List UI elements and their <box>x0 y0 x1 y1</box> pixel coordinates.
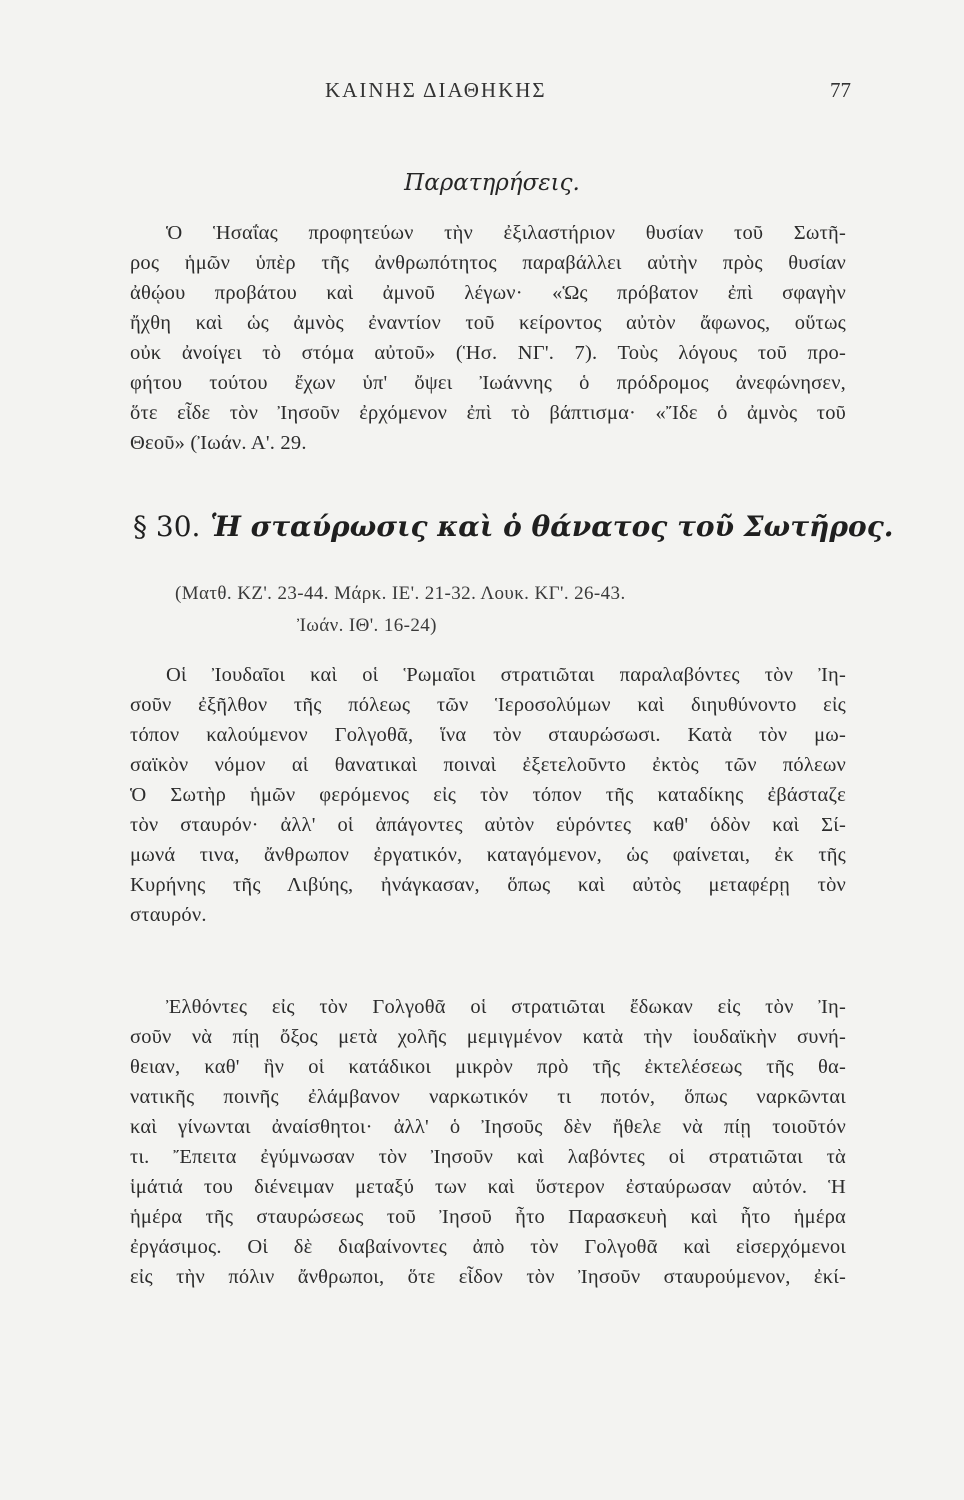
text-line: τι. Ἔπειτα ἐγύμνωσαν τὸν Ἰησοῦν καὶ λαβόντες οἱ στρατιῶται τὰ <box>130 1146 846 1168</box>
text-line: σοῦν νὰ πίῃ ὄξος μετὰ χολῆς μεμιγμένον κατὰ τὴν ἰουδαϊκὴν συνή- <box>130 1026 846 1048</box>
text-line: θειαν, καθ' ἣν οἱ κατάδικοι μικρὸν πρὸ τῆς ἐκτελέσεως τῆς θα- <box>130 1056 846 1078</box>
text-line: οὐκ ἀνοίγει τὸ στόμα αὐτοῦ» (Ἡσ. ΝΓ'. 7). Τοὺς λόγους τοῦ προ- <box>130 342 846 364</box>
observations-paragraph <box>130 218 846 458</box>
scripture-references <box>175 578 626 642</box>
text-line: Κυρήνης τῆς Λιβύης, ἠνάγκασαν, ὅπως καὶ αὐτὸς μεταφέρῃ τὸν <box>130 874 846 896</box>
paragraph-1 <box>130 660 846 930</box>
text-line: μωνά τινα, ἄνθρωπον ἐργατικόν, καταγόμενον, ὡς φαίνεται, ἐκ τῆς <box>130 844 846 866</box>
text-line: τὸν σταυρόν· ἀλλ' οἱ ἀπάγοντες αὐτὸν εὑρόντες καθ' ὁδὸν καὶ Σί- <box>130 814 846 836</box>
page-number: 77 <box>830 78 851 102</box>
text-line: ἱμάτιά του διένειμαν μεταξύ των καὶ ὕστερον ἐσταύρωσαν αὐτόν. Ἡ <box>130 1176 846 1198</box>
reference-line: (Ματθ. ΚΖ'. 23-44. Μάρκ. ΙΕ'. 21-32. Λουκ. ΚΓ'. 26-43. <box>175 583 626 604</box>
text-line: Ὁ Ἡσαΐας προφητεύων τὴν ἐξιλαστήριον θυσίαν τοῦ Σωτῆ- <box>166 222 846 244</box>
text-line: ὅτε εἶδε τὸν Ἰησοῦν ἐρχόμενον ἐπὶ τὸ βάπτισμα· «Ἴδε ὁ ἀμνὸς τοῦ <box>130 402 846 424</box>
section-symbol: § 30. <box>133 510 201 543</box>
text-line: ἤχθη καὶ ὡς ἀμνὸς ἐναντίον τοῦ κείροντος αὐτὸν ἄφωνος, οὕτως <box>130 312 846 334</box>
text-line: ἐργάσιμος. Οἱ δὲ διαβαίνοντες ἀπὸ τὸν Γολγοθᾶ καὶ εἰσερχόμενοι <box>130 1236 846 1258</box>
running-title: ΚΑΙΝΗΣ ΔΙΑΘΗΚΗΣ <box>325 78 547 102</box>
section-title <box>133 510 894 543</box>
text-line: Οἱ Ἰουδαῖοι καὶ οἱ Ῥωμαῖοι στρατιῶται παραλαβόντες τὸν Ἰη- <box>166 664 846 686</box>
text-line: ἡμέρα τῆς σταυρώσεως τοῦ Ἰησοῦ ἦτο Παρασκευὴ καὶ ἦτο ἡμέρα <box>130 1206 846 1228</box>
paragraph-2 <box>130 992 846 1292</box>
section-title-text: Ἡ σταύρωσις καὶ ὁ θάνατος τοῦ Σωτῆρος. <box>210 510 894 543</box>
observations-heading: Παρατηρήσεις. <box>404 170 580 196</box>
text-line: σαϊκὸν νόμον αἱ θανατικαὶ ποιναὶ ἐξετελοῦντο ἐκτὸς τῶν πόλεων <box>130 754 846 776</box>
text-line: σταυρόν. <box>130 904 207 926</box>
text-line: ἀθῴου προβάτου καὶ ἀμνοῦ λέγων· «Ὡς πρόβατον ἐπὶ σφαγὴν <box>130 282 846 304</box>
text-line: ρος ἡμῶν ὑπὲρ τῆς ἀνθρωπότητος παραβάλλει αὐτὴν πρὸς θυσίαν <box>130 252 846 274</box>
text-line: σοῦν ἐξῆλθον τῆς πόλεως τῶν Ἱεροσολύμων καὶ διηυθύνοντο εἰς <box>130 694 846 716</box>
text-line: Θεοῦ» (Ἰωάν. Α'. 29. <box>130 432 307 454</box>
text-line: εἰς τὴν πόλιν ἄνθρωποι, ὅτε εἶδον τὸν Ἰησοῦν σταυρούμενον, ἐκί- <box>130 1266 846 1288</box>
text-line: καὶ γίνωνται ἀναίσθητοι· ἀλλ' ὁ Ἰησοῦς δὲν ἤθελε νὰ πίῃ τοιοῦτόν <box>130 1116 846 1138</box>
reference-line: Ἰωάν. ΙΘ'. 16-24) <box>297 615 437 636</box>
text-line: τόπον καλούμενον Γολγοθᾶ, ἵνα τὸν σταυρώσωσι. Κατὰ τὸν μω- <box>130 724 846 746</box>
text-line: νατικῆς ποινῆς ἐλάμβανον ναρκωτικόν τι ποτόν, ὅπως ναρκῶνται <box>130 1086 846 1108</box>
text-line: φήτου τούτου ἔχων ὑπ' ὄψει Ἰωάννης ὁ πρόδρομος ἀνεφώνησεν, <box>130 372 846 394</box>
text-line: Ἐλθόντες εἰς τὸν Γολγοθᾶ οἱ στρατιῶται ἔδωκαν εἰς τὸν Ἰη- <box>166 996 846 1018</box>
text-line: Ὁ Σωτὴρ ἡμῶν φερόμενος εἰς τὸν τόπον τῆς καταδίκης ἐβάσταζε <box>130 784 846 806</box>
